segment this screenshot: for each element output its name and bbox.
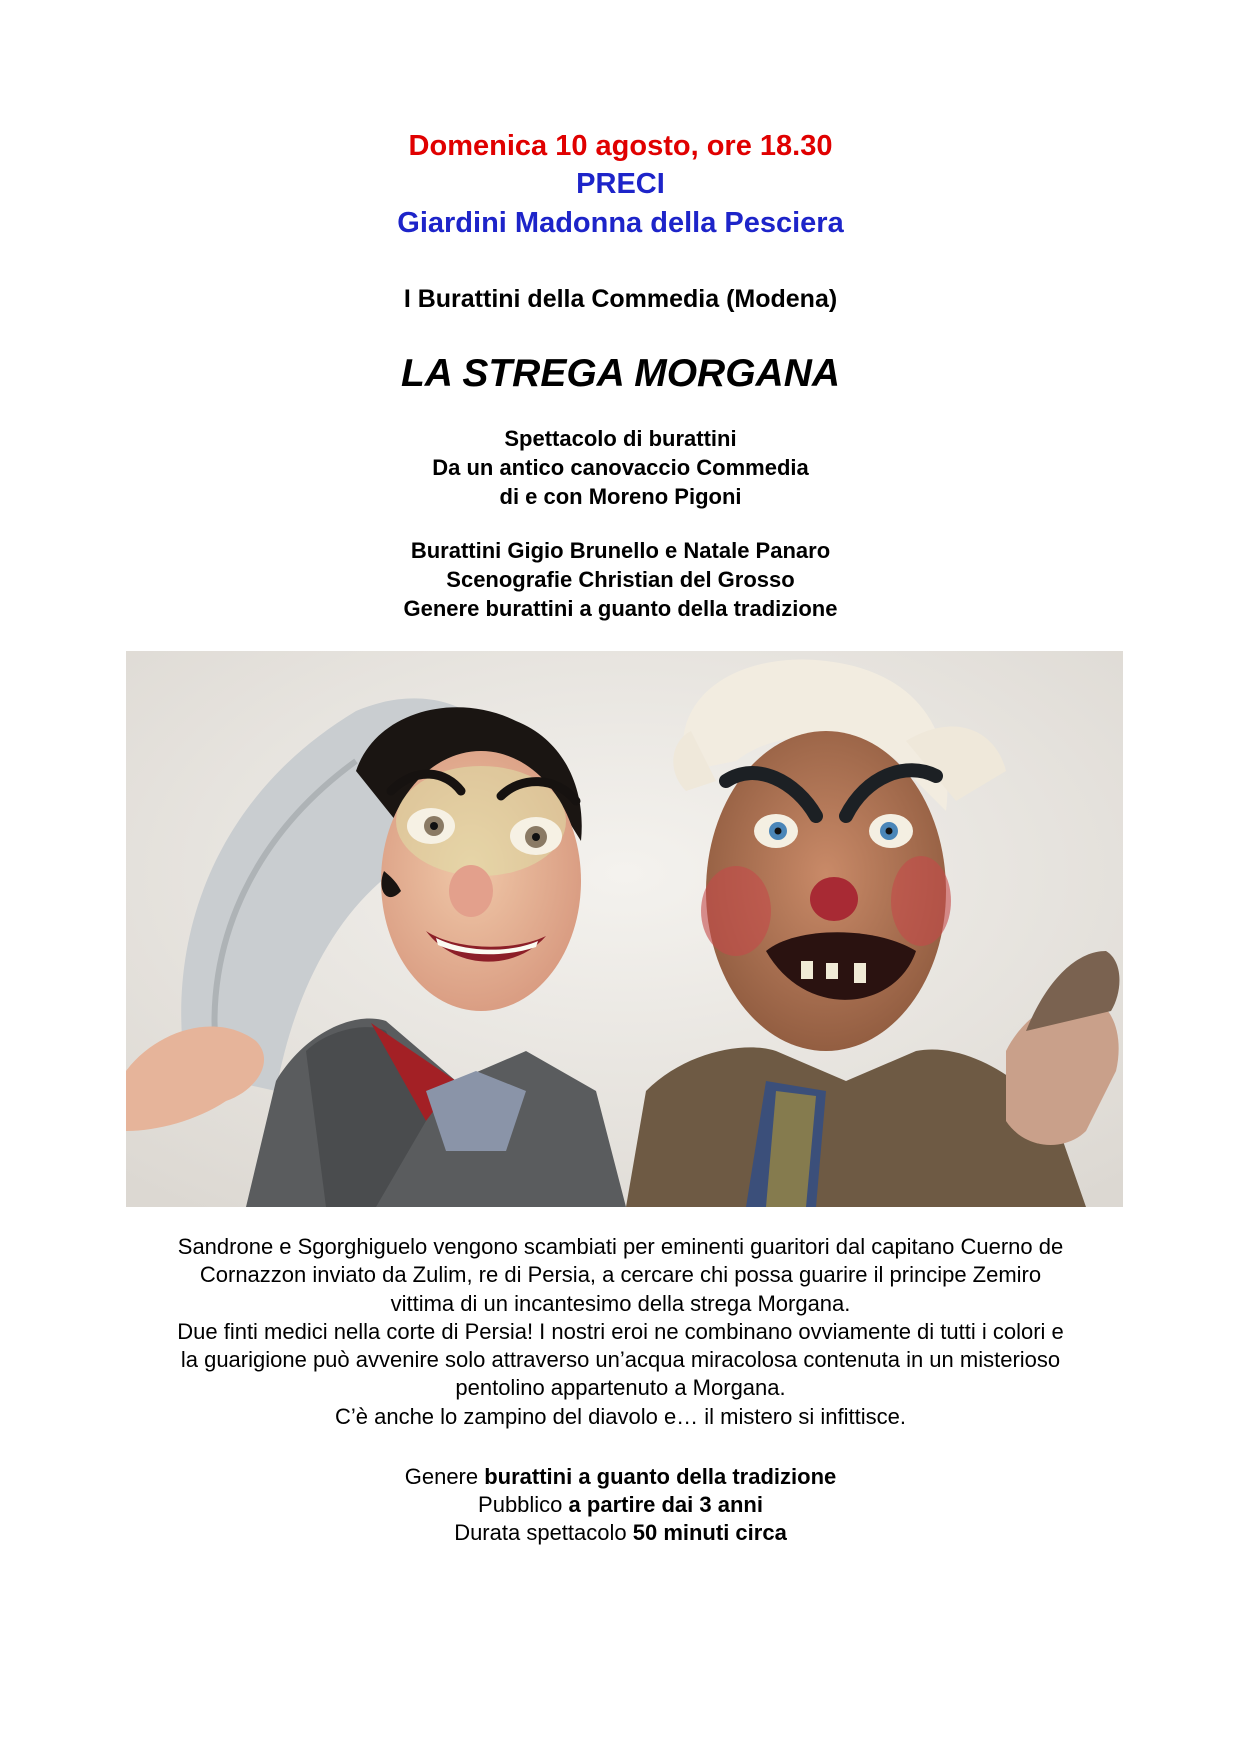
audience-line: [0, 1491, 1241, 1519]
synopsis-line: Cornazzon inviato da Zulim, re di Persia, a cercare chi possa guarire il principe Zemiro: [199, 1262, 1042, 1288]
credit-line: Da un antico canovaccio Commedia: [432, 455, 809, 480]
synopsis-line: la guarigione può avvenire solo attraverso un’acqua miracolosa contenuta in un misterioso: [180, 1347, 1061, 1373]
puppets-photo: [126, 651, 1123, 1207]
audience-value: a partire dai 3 anni: [568, 1492, 763, 1517]
event-venue: Giardini Madonna della Pesciera: [397, 207, 844, 239]
show-title: LA STREGA MORGANA: [400, 352, 841, 395]
event-town: PRECI: [576, 168, 665, 200]
synopsis-line: C’è anche lo zampino del diavolo e… il mistero si infittisce.: [334, 1403, 907, 1429]
synopsis-text: [118, 1233, 1123, 1431]
credit-line: Burattini Gigio Brunello e Natale Panaro: [410, 538, 831, 563]
synopsis-line: pentolino appartenuto a Morgana.: [455, 1375, 786, 1401]
credits-block-2: [0, 536, 1241, 623]
credit-line: Genere burattini a guanto della tradizione: [403, 596, 838, 621]
synopsis-line: vittima di un incantesimo della strega Morgana.: [390, 1290, 851, 1316]
show-info: [0, 1463, 1241, 1547]
credit-line: Scenografie Christian del Grosso: [446, 567, 795, 592]
duration-value: 50 minuti circa: [632, 1520, 787, 1545]
genre-line: [0, 1463, 1241, 1491]
synopsis-line: Sandrone e Sgorghiguelo vengono scambiati per eminenti guaritori dal capitano Cuerno de: [177, 1234, 1064, 1259]
credits-block: [0, 424, 1241, 511]
credit-line: Spettacolo di burattini: [504, 426, 737, 451]
genre-label: Genere: [404, 1464, 485, 1489]
synopsis-line: Due finti medici nella corte di Persia! I nostri eroi ne combinano ovviamente di tutti i colori e: [177, 1318, 1064, 1344]
company-name: I Burattini della Commedia (Modena): [403, 285, 838, 313]
duration-label: Durata spettacolo: [454, 1520, 633, 1545]
duration-line: [0, 1519, 1241, 1547]
event-date-time: Domenica 10 agosto, ore 18.30: [408, 130, 833, 162]
genre-value: burattini a guanto della tradizione: [484, 1464, 837, 1489]
audience-label: Pubblico: [478, 1492, 569, 1517]
credit-line: di e con Moreno Pigoni: [499, 484, 742, 509]
